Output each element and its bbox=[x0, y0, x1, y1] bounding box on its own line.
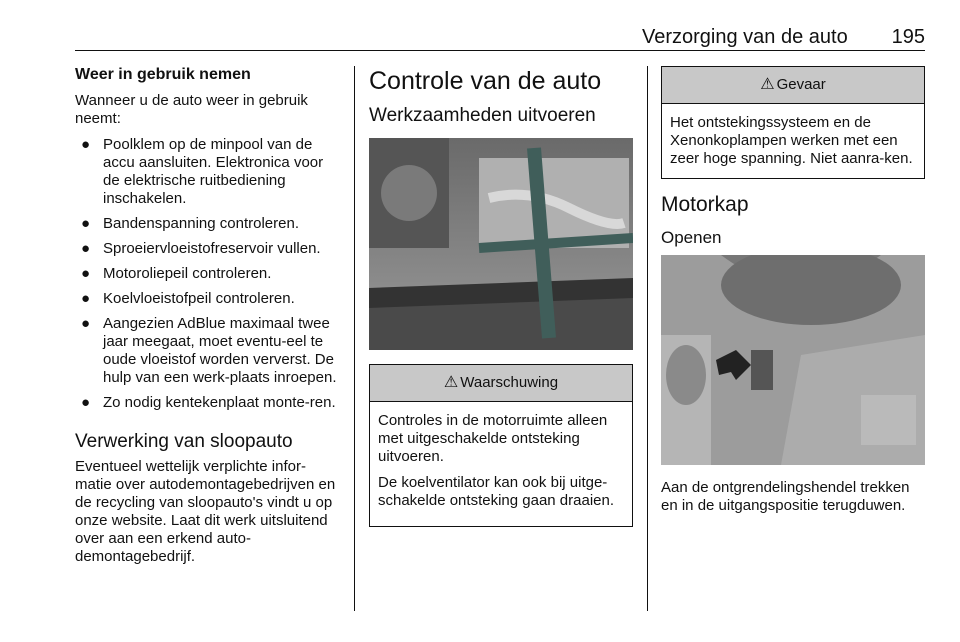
hood-release-image bbox=[661, 255, 925, 465]
list-item: ● Sproeiervloeistofreservoir vullen. bbox=[81, 240, 321, 257]
danger-box bbox=[661, 66, 925, 179]
danger-text: Het ontstekingssysteem en de Xenonkoplampen werken met een zeer hoge spanning. Niet aanra-ken. bbox=[670, 114, 913, 167]
bullet-icon: ● bbox=[81, 215, 91, 232]
bullet-icon: ● bbox=[81, 315, 91, 332]
header-rule bbox=[75, 50, 925, 51]
list-item: ● Zo nodig kentekenplaat monte-ren. bbox=[81, 394, 336, 411]
heading-weer-in-gebruik: Weer in gebruik nemen bbox=[75, 66, 251, 83]
heading-werkzaamheden: Werkzaamheden uitvoeren bbox=[369, 105, 596, 126]
warning-body bbox=[370, 402, 632, 526]
warning-header bbox=[370, 365, 632, 402]
danger-body bbox=[662, 104, 924, 178]
warning-icon: ⚠ bbox=[443, 374, 459, 391]
list-item: ● Bandenspanning controleren. bbox=[81, 215, 299, 232]
heading-verwerking: Verwerking van sloopauto bbox=[75, 431, 293, 452]
list-item: ● Poolklem op de minpool van de accu aansluiten. Elektronica voor de elektrische ruitbediening inschakelen. bbox=[81, 136, 324, 207]
page-number: 195 bbox=[891, 26, 925, 48]
column-divider-2 bbox=[647, 66, 648, 611]
danger-title: Gevaar bbox=[776, 76, 826, 93]
list-item: ● Aangezien AdBlue maximaal twee jaar meegaat, moet eventu-eel te oude vloeistof worden ververst. De hulp van een werk-plaats inroepen. bbox=[81, 315, 337, 386]
warning-box bbox=[369, 364, 633, 527]
warning-text-2: De koelventilator kan ook bij uitge-schakelde ontsteking gaan draaien. bbox=[378, 474, 615, 509]
page-header bbox=[75, 26, 925, 50]
engine-bay-image bbox=[369, 138, 633, 350]
bullet-icon: ● bbox=[81, 136, 91, 153]
list-item: ● Motoroliepeil controleren. bbox=[81, 265, 272, 282]
page-header-title: Verzorging van de auto bbox=[642, 26, 848, 48]
bullet-icon: ● bbox=[81, 265, 91, 282]
checklist bbox=[75, 136, 340, 412]
warning-icon: ⚠ bbox=[760, 76, 775, 93]
heading-controle: Controle van de auto bbox=[369, 67, 602, 95]
heading-motorkap: Motorkap bbox=[661, 193, 749, 216]
bullet-icon: ● bbox=[81, 290, 91, 307]
danger-header bbox=[662, 67, 924, 104]
bullet-icon: ● bbox=[81, 394, 91, 411]
hood-caption: Aan de ontgrendelingshendel trekken en in de uitgangspositie terugduwen. bbox=[661, 479, 910, 514]
warning-text-1: Controles in de motorruimte alleen met uitgeschakelde ontsteking uitvoeren. bbox=[378, 412, 608, 465]
recycling-text: Eventueel wettelijk verplichte infor-matie over autodemontagebedrijven en de recycling van sloopauto's vindt u op onze website. Laat dit werk uitsluitend over aan een erkend auto-demontagebedrijf. bbox=[75, 458, 336, 565]
warning-title: Waarschuwing bbox=[460, 374, 559, 391]
intro-text: Wanneer u de auto weer in gebruik neemt: bbox=[75, 92, 308, 127]
list-item: ● Koelvloeistofpeil controleren. bbox=[81, 290, 295, 307]
heading-openen: Openen bbox=[661, 228, 722, 247]
column-divider-1 bbox=[354, 66, 355, 611]
column-2 bbox=[369, 66, 633, 527]
column-3 bbox=[661, 66, 925, 515]
bullet-icon: ● bbox=[81, 240, 91, 257]
column-1 bbox=[75, 66, 340, 566]
